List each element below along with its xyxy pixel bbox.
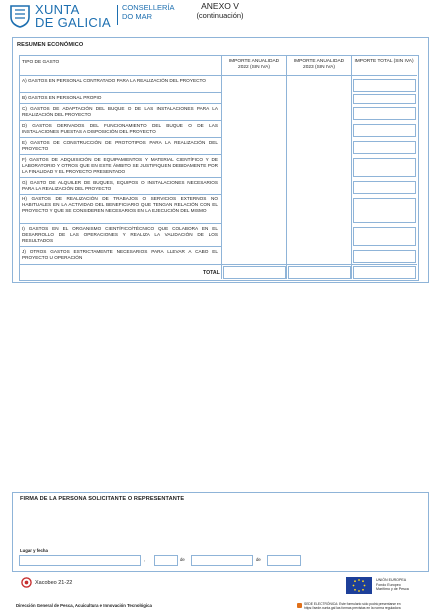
- row-separator: [19, 154, 221, 155]
- col-divider-3: [351, 55, 352, 279]
- eu-fund-text: [376, 578, 409, 592]
- electronic-office-note: [304, 602, 401, 610]
- total-cell-d[interactable]: [353, 124, 416, 137]
- expense-row-a: A) GASTOS EN PERSONAL CONTRATADO PARA LA REALIZACIÓN DEL PROYECTO: [22, 78, 206, 83]
- expense-row-e: E) GASTOS DE CONSTRUCCIÓN DE PROTOTIPOS PARA LA REALIZACIÓN DEL PROYECTO: [22, 140, 218, 152]
- col-divider-1: [221, 55, 222, 279]
- dept-line-1: CONSELLERÍA: [122, 3, 175, 12]
- col-header-type: TIPO DE GASTO: [22, 60, 60, 65]
- electronic-office-icon: [297, 603, 302, 608]
- signature-title: FIRMA DE LA PERSONA SOLICITANTE O REPRESENTANTE: [20, 496, 185, 502]
- dept-line-2: DO MAR: [122, 11, 152, 21]
- electronic-note-line-1: SEDE ELECTRÓNICA: Este formulario sólo podrá presentarse en: [304, 602, 401, 606]
- header-underline: [19, 75, 417, 76]
- total-cell-b[interactable]: [353, 94, 416, 104]
- annex-subtitle: (continuación): [196, 11, 244, 20]
- total-cell-g[interactable]: [353, 181, 416, 194]
- brand-line-2: DE GALICIA: [35, 15, 111, 30]
- row-separator: [19, 194, 221, 195]
- xacobeo-label: Xacobeo 21-22: [35, 580, 73, 586]
- col-header-2023: IMPORTE ANUALIDAD 2023 (SIN IVA): [293, 59, 345, 70]
- col-header-2022: IMPORTE ANUALIDAD 2022 (SIN IVA): [228, 59, 280, 70]
- row-separator: [19, 246, 221, 247]
- brand-divider: [117, 5, 118, 25]
- total-2022-field[interactable]: [223, 266, 286, 279]
- xunta-shield-logo: [9, 4, 31, 28]
- row-separator: [19, 264, 417, 265]
- row-separator: [19, 177, 221, 178]
- eu-text-line-2: Fondo Europeo: [376, 582, 401, 587]
- year-field[interactable]: [267, 555, 301, 566]
- summary-title: RESUMEN ECONÓMICO: [17, 42, 84, 48]
- place-field[interactable]: [19, 555, 141, 566]
- row-separator: [19, 92, 221, 93]
- comma-separator: ,: [144, 557, 146, 562]
- total-cell-f[interactable]: [353, 158, 416, 177]
- xacobeo-logo-icon: [21, 577, 32, 588]
- electronic-note-line-2: https://sede.xunta.gal las formas previstas en la norma reguladora: [304, 606, 401, 611]
- de-label-1: de: [180, 557, 185, 562]
- department-name: [122, 4, 175, 21]
- row-separator: [19, 120, 221, 121]
- expense-row-j: J) OTROS GASTOS ESTRICTAMENTE NECESARIOS PARA LLEVAR A CABO EL PROYECTO U OPERACIÓN: [22, 249, 218, 261]
- brand-line-1: XUNTA: [35, 2, 80, 17]
- expense-row-c: C) GASTOS DE ADAPTACIÓN DEL BUQUE O DE LAS INSTALACIONES PARA LA REALIZACIÓN DEL PROYECTO: [22, 106, 218, 118]
- total-cell-e[interactable]: [353, 141, 416, 154]
- day-field[interactable]: [154, 555, 178, 566]
- total-cell-h[interactable]: [353, 198, 416, 223]
- row-separator: [19, 223, 221, 224]
- de-label-2: de: [256, 557, 261, 562]
- brand-name: [35, 3, 111, 29]
- eu-text-line-3: Marítimo y de Pesca: [376, 587, 409, 591]
- expense-row-i: I) GASTOS EN EL ORGANISMO CIENTÍFICO/TÉCNICO QUE COLABORA EN EL DESARROLLO DE LAS OPERACIONES Y REALIZA LA VALIDACIÓN DE LOS RESULTADOS: [22, 226, 218, 244]
- expense-row-g: G) GASTO DE ALQUILER DE BUQUES, EQUIPOS O INSTALACIONES NECESARIOS PARA LA REALIZACIÓN DEL PROYECTO: [22, 180, 218, 192]
- expense-row-b: B) GASTOS EN PERSONAL PROPIO: [22, 95, 102, 100]
- place-date-label: Lugar y fecha: [20, 548, 48, 553]
- department-footer: Dirección General de Pesca, Acuicultura e Innovación Tecnológica: [16, 603, 152, 608]
- month-field[interactable]: [191, 555, 253, 566]
- row-separator: [19, 137, 221, 138]
- total-label: TOTAL: [203, 270, 220, 276]
- total-2023-field[interactable]: [288, 266, 351, 279]
- eu-text-line-1: UNIÓN EUROPEA: [376, 578, 407, 582]
- total-cell-a[interactable]: [353, 79, 416, 92]
- expense-row-d: D) GASTOS DERIVADOS DEL FUNCIONAMIENTO DEL BUQUE O DE LAS INSTALACIONES PUESTAS A DISPOSICIÓN DEL PROYECTO: [22, 123, 218, 135]
- total-cell-c[interactable]: [353, 107, 416, 120]
- col-header-total: IMPORTE TOTAL (SIN IVA): [354, 59, 414, 64]
- expense-row-f: F) GASTOS DE ADQUISICIÓN DE EQUIPAMIENTOS Y MATERIAL CIENTÍFICO Y DE LABORATORIO Y OTROS QUE EN ESTE ÁMBITO SE JUSTIFIQUEN DEBIDAMENTE POR LA FINALIDAD Y EL PROYECTO PRESENTADO: [22, 157, 218, 175]
- total-cell-i[interactable]: [353, 227, 416, 246]
- row-separator: [19, 103, 221, 104]
- total-cell-j[interactable]: [353, 250, 416, 263]
- grand-total-field[interactable]: [353, 266, 416, 279]
- eu-flag-icon: [346, 577, 372, 594]
- expense-row-h: H) GASTOS DE REALIZACIÓN DE TRABAJOS O SERVICIOS EXTERNOS NO HABITUALES EN LA ACTIVIDAD DEL BENEFICIARIO QUE TENGAN RELACIÓN CON EL PROYECTO Y QUE SE CONSIDEREN NECESARIOS EN LA EJECUCIÓN DEL MISMO: [22, 196, 218, 214]
- annex-title: ANEXO V: [201, 1, 239, 11]
- col-divider-2: [286, 55, 287, 279]
